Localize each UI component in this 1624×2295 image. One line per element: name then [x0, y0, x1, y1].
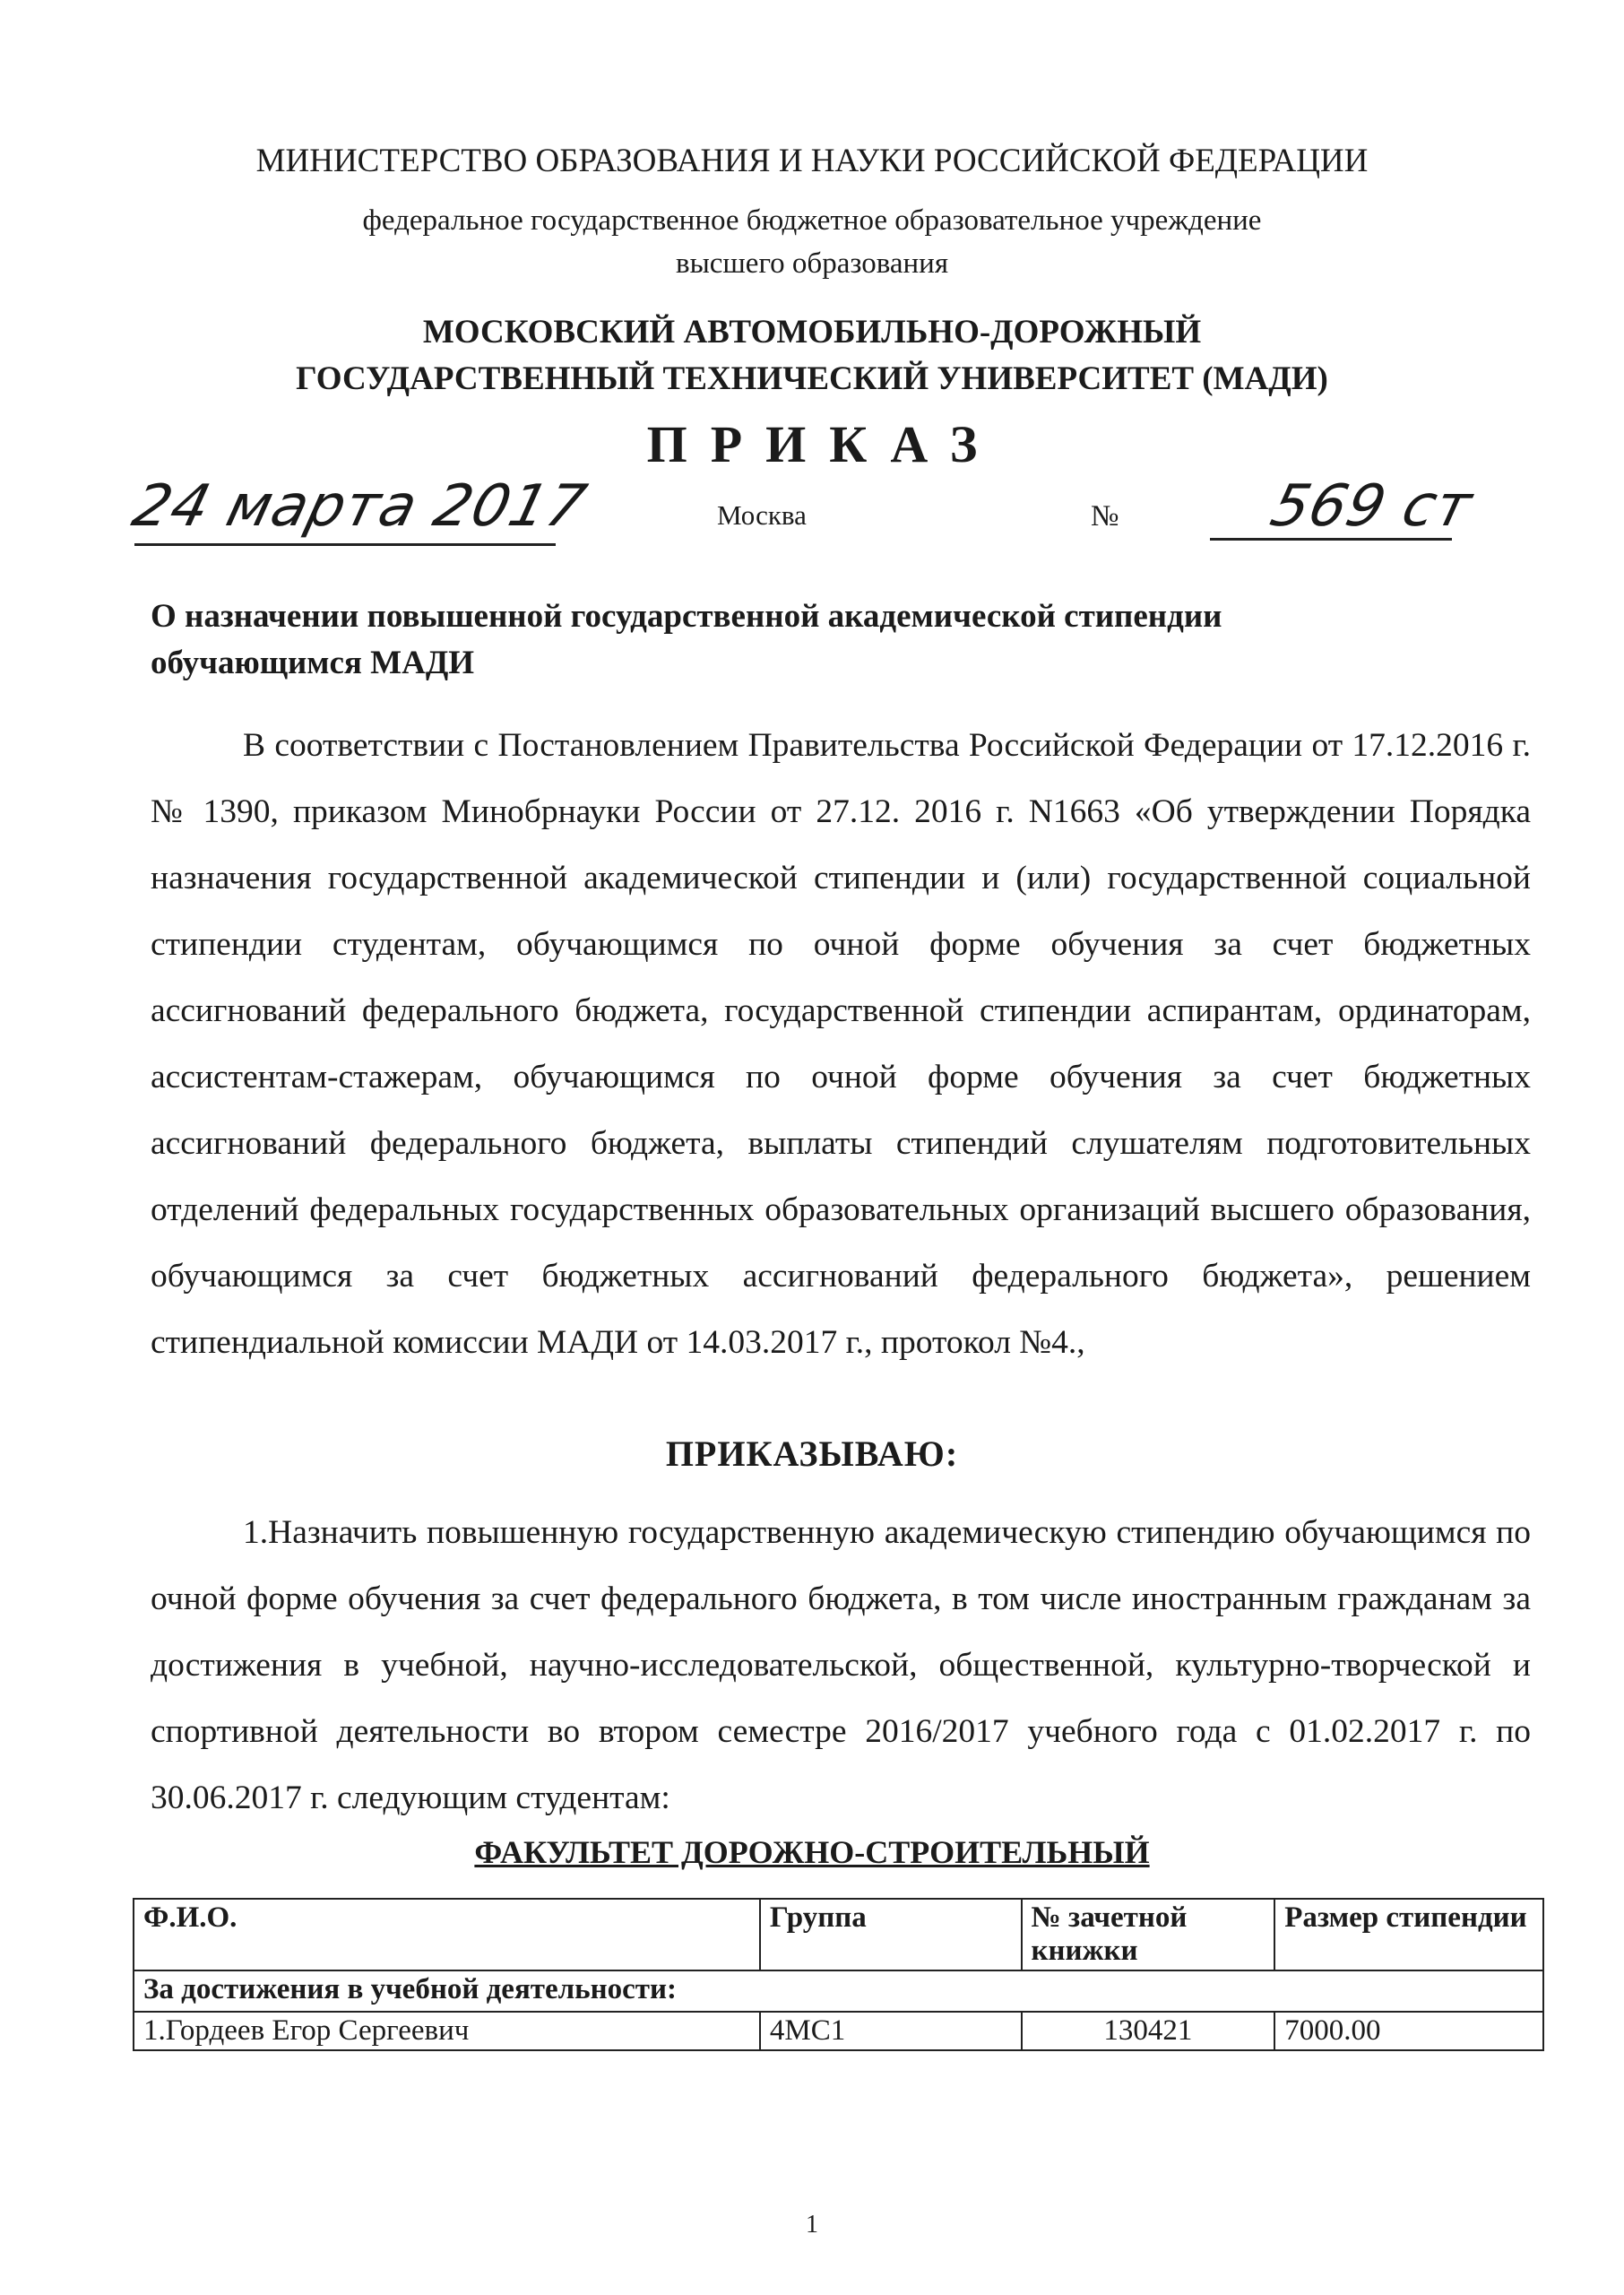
cell-record-book: 130421 [1022, 2012, 1275, 2050]
institution-line-2: высшего образования [676, 247, 948, 280]
institution-type [0, 199, 1624, 285]
table-row [134, 2012, 1543, 2050]
institution-line-1: федеральное государственное бюджетное образовательное учреждение [362, 204, 1262, 237]
faculty-heading: ФАКУЛЬТЕТ ДОРОЖНО-СТРОИТЕЛЬНЫЙ [474, 1834, 1150, 1870]
preamble-paragraph: В соответствии с Постановлением Правительства Российской Федерации от 17.12.2016 г. № 1390, приказом Минобрнауки России от 27.12. 2016 г. N1663 «Об утверждении Порядка назначения государственной академической стипендии и (или) государственной социальной стипендии студентам, обучающимся по очной форме обучения за счет бюджетных ассигнований федерального бюджета, государственной стипендии аспирантам, ординаторам, ассистентам-стажерам, обучающимся по очной форме обучения за счет бюджетных ассигнований федерального бюджета, выплаты стипендий слушателям подготовительных отделений федеральных государственных образовательных организаций высшего образования, обучающимся за счет бюджетных ассигнований федерального бюджета», решением стипендиальной комиссии МАДИ от 14.03.2017 г., протокол №4., [151, 727, 1531, 1361]
ministry-heading: МИНИСТЕРСТВО ОБРАЗОВАНИЯ И НАУКИ РОССИЙСКОЙ ФЕДЕРАЦИИ [255, 143, 1369, 179]
university-line-2: ГОСУДАРСТВЕННЫЙ ТЕХНИЧЕСКИЙ УНИВЕРСИТЕТ (МАДИ) [296, 360, 1328, 397]
handwritten-date: 24 марта 2017 [125, 473, 593, 540]
number-label: № [1091, 500, 1119, 533]
table-header-row [134, 1899, 1543, 1970]
table-section-row [134, 1970, 1543, 2012]
city: Москва [717, 499, 807, 531]
handwritten-order-number: 569 ст [1264, 473, 1480, 540]
header-record-book: № зачетной книжки [1022, 1899, 1275, 1970]
header-group: Группа [760, 1899, 1022, 1970]
cell-name: 1.Гордеев Егор Сергеевич [134, 2012, 760, 2050]
number-underline [1210, 538, 1452, 541]
date-underline [134, 543, 556, 546]
order-word: ПРИКАЗЫВАЮ: [665, 1433, 959, 1474]
scholarship-table [133, 1898, 1544, 2051]
header-amount: Размер стипендии [1274, 1899, 1543, 1970]
section-label: За достижения в учебной деятельности: [134, 1970, 1543, 2012]
document-type: ПРИКАЗ [646, 415, 1001, 473]
order-subject [151, 593, 1549, 687]
university-line-1: МОСКОВСКИЙ АВТОМОБИЛЬНО-ДОРОЖНЫЙ [422, 314, 1202, 351]
page-number: 1 [806, 2211, 818, 2239]
header-name: Ф.И.О. [134, 1899, 760, 1970]
cell-amount: 7000.00 [1274, 2012, 1543, 2050]
cell-group: 4МС1 [760, 2012, 1022, 2050]
subject-line-2: обучающимся МАДИ [151, 645, 475, 681]
subject-line-1: О назначении повышенной государственной академической стипендии [151, 598, 1222, 635]
clause-1-paragraph: 1.Назначить повышенную государственную академическую стипендию обучающимся по очной форме обучения за счет федерального бюджета, в том числе иностранным гражданам за достижения в учебной, научно-исследовательской, общественной, культурно-творческой и спортивной деятельности во втором семестре 2016/2017 учебного года с 01.02.2017 г. по 30.06.2017 г. следующим студентам: [151, 1514, 1531, 1816]
university-name [0, 309, 1624, 403]
